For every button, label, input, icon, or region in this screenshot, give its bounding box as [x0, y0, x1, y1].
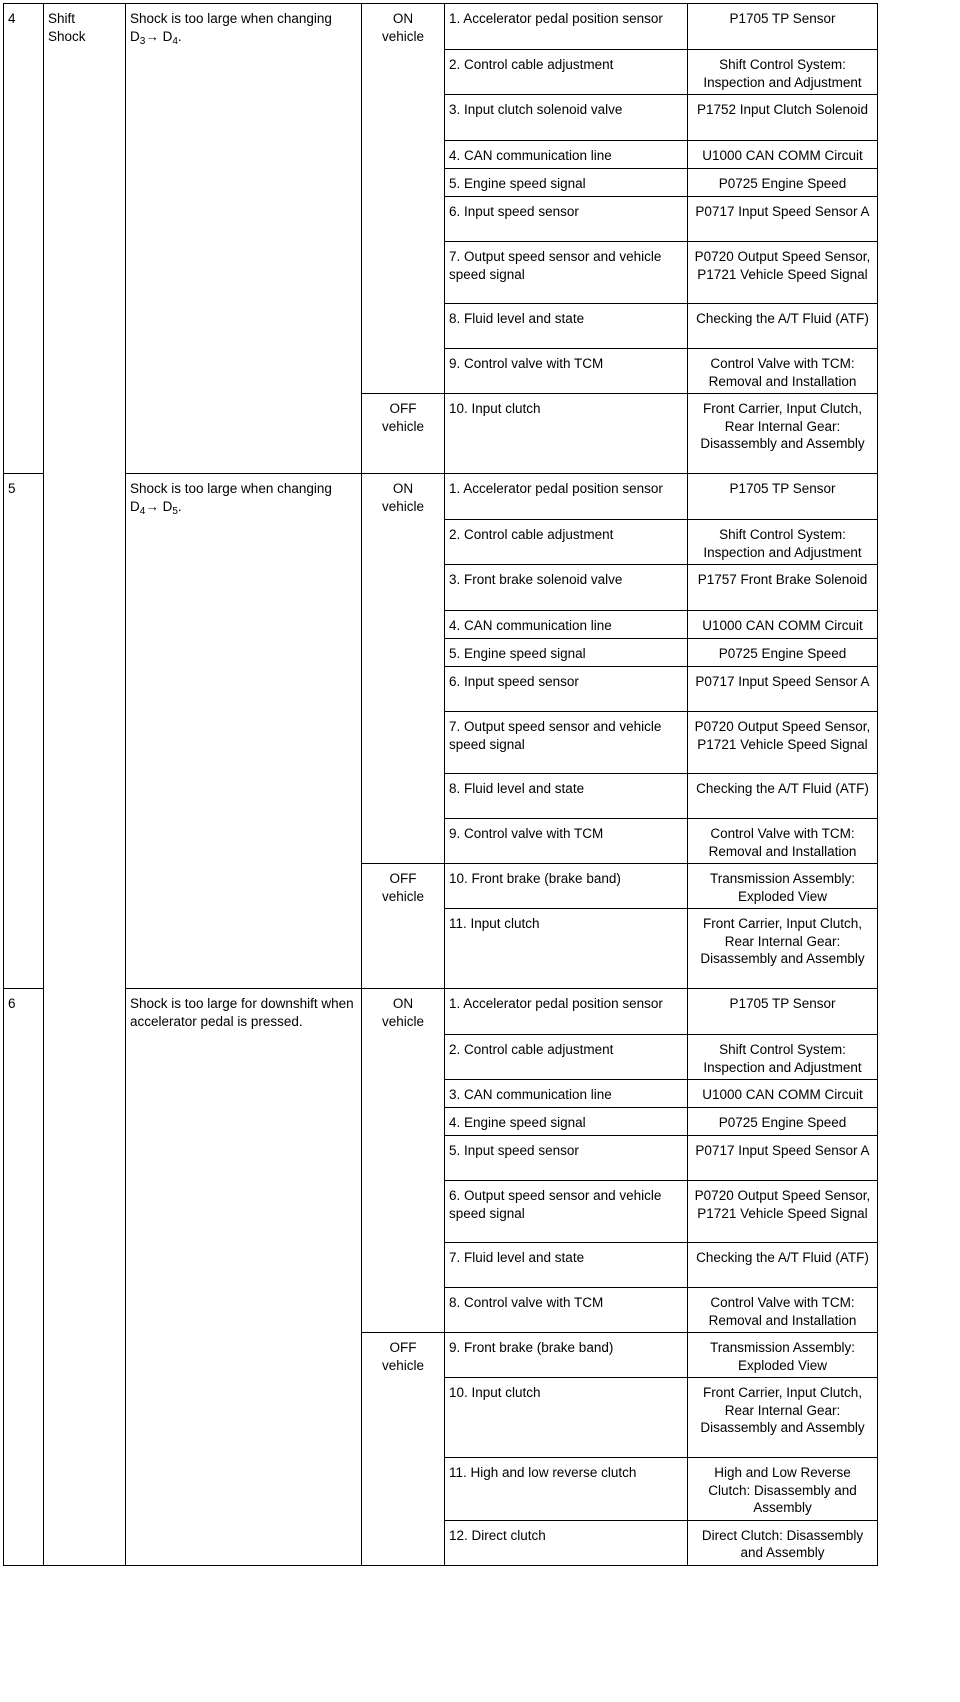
check-item: 4. CAN communication line: [445, 611, 688, 639]
check-item: 7. Output speed sensor and vehicle speed signal: [445, 242, 688, 304]
check-item: 6. Output speed sensor and vehicle speed signal: [445, 1181, 688, 1243]
reference-link[interactable]: Checking the A/T Fluid (ATF): [688, 1243, 878, 1288]
reference-link[interactable]: P1752 Input Clutch Solenoid: [688, 95, 878, 141]
reference-link[interactable]: Checking the A/T Fluid (ATF): [688, 774, 878, 819]
reference-link[interactable]: Front Carrier, Input Clutch, Rear Internal Gear: Disassembly and Assembly: [688, 1378, 878, 1458]
reference-link[interactable]: P0725 Engine Speed: [688, 169, 878, 197]
check-item: 3. Input clutch solenoid valve: [445, 95, 688, 141]
symptom-text-post: .: [177, 28, 182, 44]
check-item: 8. Control valve with TCM: [445, 1288, 688, 1333]
reference-link[interactable]: U1000 CAN COMM Circuit: [688, 1080, 878, 1108]
check-item: 3. Front brake solenoid valve: [445, 565, 688, 611]
check-item: 11. High and low reverse clutch: [445, 1458, 688, 1521]
inspection-stage: ON vehicle: [362, 989, 445, 1333]
symptom-text-s1: 3: [139, 35, 146, 47]
check-item: 10. Input clutch: [445, 394, 688, 474]
category-cell: Shift Shock: [44, 4, 126, 1566]
reference-link[interactable]: P1705 TP Sensor: [688, 4, 878, 50]
inspection-stage: ON vehicle: [362, 474, 445, 864]
item-number: 6: [4, 989, 44, 1566]
check-item: 2. Control cable adjustment: [445, 1035, 688, 1080]
symptom-text-s2: 5: [172, 505, 178, 517]
check-item: 4. Engine speed signal: [445, 1108, 688, 1136]
table-row: [4, 4, 878, 50]
reference-link[interactable]: P0717 Input Speed Sensor A: [688, 667, 878, 712]
check-item: 10. Front brake (brake band): [445, 864, 688, 909]
check-item: 8. Fluid level and state: [445, 304, 688, 349]
check-item: 7. Output speed sensor and vehicle speed signal: [445, 712, 688, 774]
check-item: 2. Control cable adjustment: [445, 520, 688, 565]
reference-link[interactable]: P0725 Engine Speed: [688, 1108, 878, 1136]
reference-link[interactable]: P1757 Front Brake Solenoid: [688, 565, 878, 611]
item-number: 4: [4, 4, 44, 474]
check-item: 1. Accelerator pedal position sensor: [445, 4, 688, 50]
reference-link[interactable]: P0720 Output Speed Sensor, P1721 Vehicle Speed Signal: [688, 1181, 878, 1243]
check-item: 9. Control valve with TCM: [445, 819, 688, 864]
check-item: 2. Control cable adjustment: [445, 50, 688, 95]
reference-link[interactable]: P1705 TP Sensor: [688, 474, 878, 520]
reference-link[interactable]: P0720 Output Speed Sensor, P1721 Vehicle Speed Signal: [688, 712, 878, 774]
symptom-text-mid: → D: [145, 498, 173, 514]
check-item: 1. Accelerator pedal position sensor: [445, 474, 688, 520]
reference-link[interactable]: Checking the A/T Fluid (ATF): [688, 304, 878, 349]
inspection-stage: OFF vehicle: [362, 394, 445, 474]
symptom-cell: [126, 474, 362, 989]
symptom-text-mid: → D: [145, 28, 173, 44]
symptom-cell: [126, 989, 362, 1566]
check-item: 1. Accelerator pedal position sensor: [445, 989, 688, 1035]
check-item: 3. CAN communication line: [445, 1080, 688, 1108]
reference-link[interactable]: P0725 Engine Speed: [688, 639, 878, 667]
check-item: 12. Direct clutch: [445, 1520, 688, 1565]
symptom-text-post: .: [177, 498, 182, 514]
check-item: 9. Control valve with TCM: [445, 349, 688, 394]
symptom-text-pre: Shock is too large when changing D: [130, 481, 332, 514]
reference-link[interactable]: U1000 CAN COMM Circuit: [688, 611, 878, 639]
check-item: 5. Engine speed signal: [445, 639, 688, 667]
reference-link[interactable]: Control Valve with TCM: Removal and Installation: [688, 349, 878, 394]
reference-link[interactable]: Front Carrier, Input Clutch, Rear Internal Gear: Disassembly and Assembly: [688, 909, 878, 989]
reference-link[interactable]: Transmission Assembly: Exploded View: [688, 1333, 878, 1378]
reference-link[interactable]: Control Valve with TCM: Removal and Installation: [688, 819, 878, 864]
table-row: [4, 989, 878, 1035]
check-item: 7. Fluid level and state: [445, 1243, 688, 1288]
reference-link[interactable]: Control Valve with TCM: Removal and Installation: [688, 1288, 878, 1333]
symptom-text-s2: 4: [172, 35, 178, 47]
symptom-text-s1: 4: [139, 505, 146, 517]
check-item: 5. Engine speed signal: [445, 169, 688, 197]
reference-link[interactable]: Front Carrier, Input Clutch, Rear Internal Gear: Disassembly and Assembly: [688, 394, 878, 474]
reference-link[interactable]: Transmission Assembly: Exploded View: [688, 864, 878, 909]
check-item: 10. Input clutch: [445, 1378, 688, 1458]
check-item: 5. Input speed sensor: [445, 1136, 688, 1181]
reference-link[interactable]: Direct Clutch: Disassembly and Assembly: [688, 1520, 878, 1565]
reference-link[interactable]: Shift Control System: Inspection and Adjustment: [688, 1035, 878, 1080]
inspection-stage: ON vehicle: [362, 4, 445, 394]
check-item: 11. Input clutch: [445, 909, 688, 989]
inspection-stage: OFF vehicle: [362, 864, 445, 989]
reference-link[interactable]: P0717 Input Speed Sensor A: [688, 197, 878, 242]
reference-link[interactable]: High and Low Reverse Clutch: Disassembly and Assembly: [688, 1458, 878, 1521]
item-number: 5: [4, 474, 44, 989]
check-item: 6. Input speed sensor: [445, 197, 688, 242]
check-item: 8. Fluid level and state: [445, 774, 688, 819]
inspection-stage: OFF vehicle: [362, 1333, 445, 1566]
reference-link[interactable]: P1705 TP Sensor: [688, 989, 878, 1035]
reference-link[interactable]: P0717 Input Speed Sensor A: [688, 1136, 878, 1181]
check-item: 9. Front brake (brake band): [445, 1333, 688, 1378]
check-item: 4. CAN communication line: [445, 141, 688, 169]
reference-link[interactable]: P0720 Output Speed Sensor, P1721 Vehicle Speed Signal: [688, 242, 878, 304]
table-row: [4, 474, 878, 520]
symptom-text-pre: Shock is too large for downshift when accelerator pedal is pressed.: [130, 996, 354, 1029]
reference-link[interactable]: U1000 CAN COMM Circuit: [688, 141, 878, 169]
reference-link[interactable]: Shift Control System: Inspection and Adjustment: [688, 50, 878, 95]
symptom-text-pre: Shock is too large when changing D: [130, 11, 332, 44]
symptom-cell: [126, 4, 362, 474]
reference-link[interactable]: Shift Control System: Inspection and Adjustment: [688, 520, 878, 565]
check-item: 6. Input speed sensor: [445, 667, 688, 712]
diagnosis-table: [3, 3, 878, 1566]
diagnosis-table-body: [4, 4, 878, 1566]
